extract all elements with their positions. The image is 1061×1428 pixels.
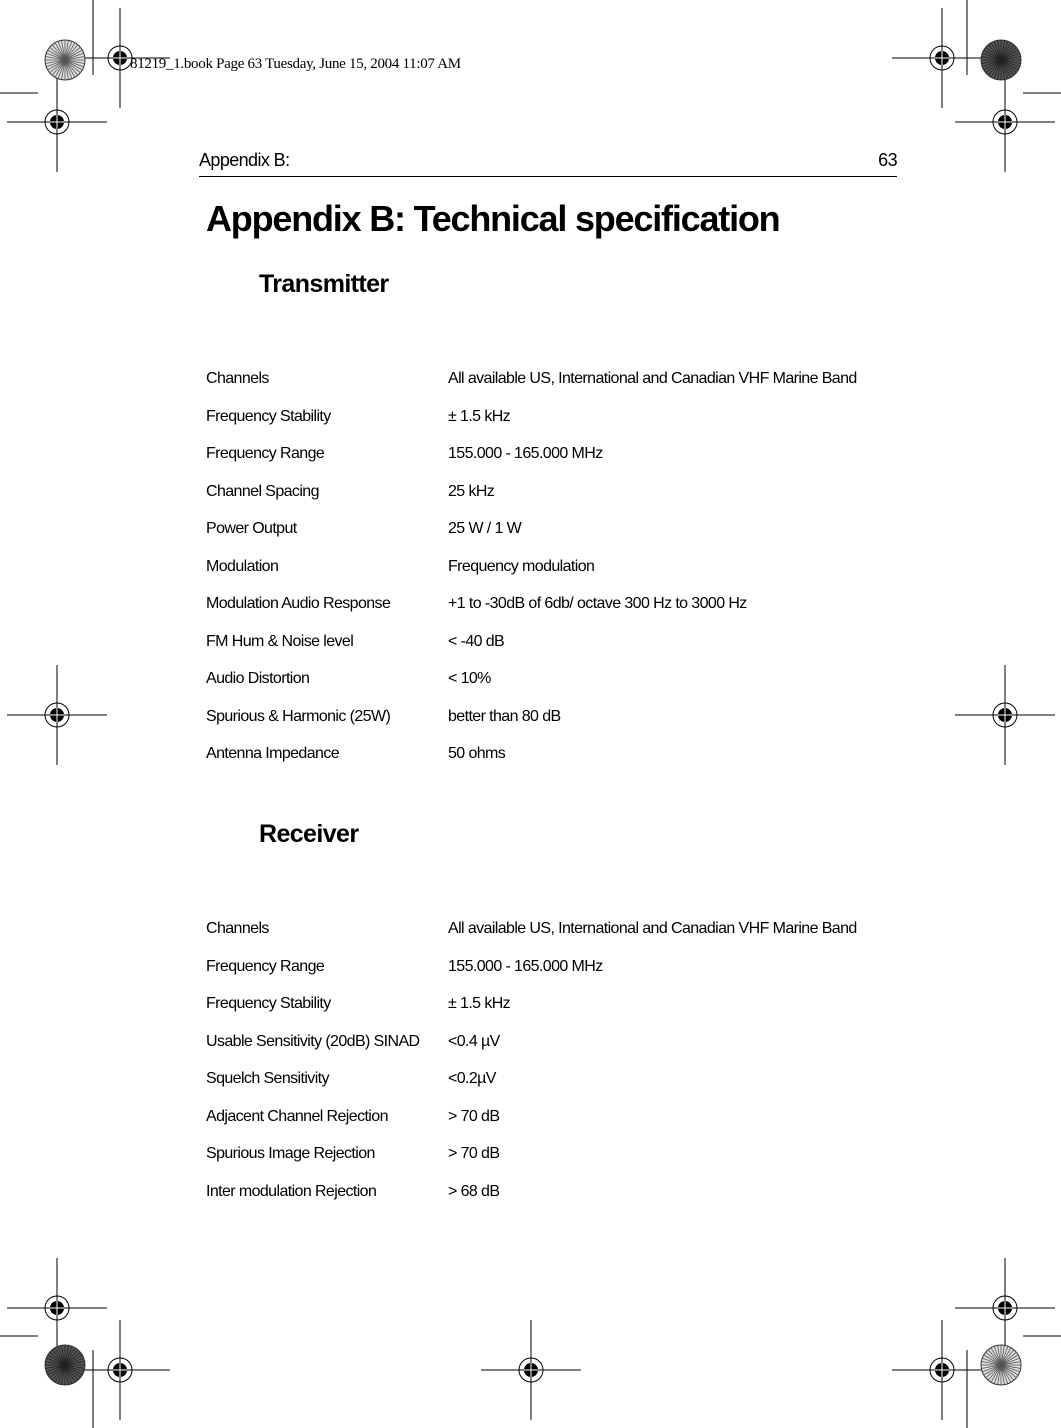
spec-label: Audio Distortion	[206, 670, 310, 687]
spec-row	[206, 919, 906, 957]
spec-row	[206, 1069, 906, 1107]
receiver-spec-table	[206, 919, 906, 1219]
spec-value: <0.2µV	[448, 1070, 496, 1087]
spec-label: Frequency Range	[206, 957, 325, 975]
spec-label: Squelch Sensitivity	[206, 1070, 329, 1087]
spec-row	[206, 594, 906, 632]
spec-row	[206, 707, 906, 745]
spec-label: Spurious Image Rejection	[206, 1145, 375, 1162]
transmitter-spec-table	[206, 369, 906, 782]
spec-label: Inter modulation Rejection	[206, 1182, 377, 1200]
spec-value: 25 W / 1 W	[448, 520, 522, 537]
spec-label: Channels	[206, 920, 269, 937]
print-slug: 81219_1.book Page 63 Tuesday, June 15, 2004 11:07 AM	[130, 56, 461, 72]
spec-label: FM Hum & Noise level	[206, 632, 354, 650]
running-header	[199, 150, 897, 177]
spec-label: Modulation	[206, 557, 279, 575]
spec-row	[206, 957, 906, 995]
spec-row	[206, 1144, 906, 1182]
transmitter-heading: Transmitter	[259, 270, 389, 298]
page-title: Appendix B: Technical specification	[206, 198, 780, 239]
spec-row	[206, 1107, 906, 1145]
spec-value: < 10%	[448, 670, 491, 687]
spec-value: <0.4 µV	[448, 1032, 500, 1050]
spec-row	[206, 482, 906, 520]
spec-value: 155.000 - 165.000 MHz	[448, 957, 603, 975]
spec-value: 25 kHz	[448, 482, 495, 500]
spec-value: > 68 dB	[448, 1182, 500, 1200]
spec-value: ± 1.5 kHz	[448, 407, 511, 425]
spec-row	[206, 557, 906, 595]
spec-value: +1 to -30dB of 6db/ octave 300 Hz to 3000 Hz	[448, 595, 747, 612]
spec-row	[206, 1032, 906, 1070]
spec-value: 50 ohms	[448, 745, 506, 762]
spec-label: Spurious & Harmonic (25W)	[206, 707, 391, 725]
spec-label: Channel Spacing	[206, 482, 319, 500]
spec-value: All available US, International and Canadian VHF Marine Band	[448, 920, 857, 937]
spec-row	[206, 519, 906, 557]
spec-row	[206, 669, 906, 707]
spec-value: All available US, International and Canadian VHF Marine Band	[448, 370, 857, 387]
spec-row	[206, 1182, 906, 1220]
spec-label: Channels	[206, 370, 269, 387]
spec-row	[206, 444, 906, 482]
spec-label: Power Output	[206, 520, 297, 537]
spec-value: > 70 dB	[448, 1107, 500, 1125]
spec-row	[206, 994, 906, 1032]
spec-label: Frequency Range	[206, 445, 325, 462]
spec-label: Frequency Stability	[206, 407, 331, 425]
spec-value: ± 1.5 kHz	[448, 995, 511, 1012]
spec-row	[206, 744, 906, 782]
spec-label: Antenna Impedance	[206, 745, 340, 762]
spec-label: Usable Sensitivity (20dB) SINAD	[206, 1032, 420, 1050]
spec-label: Modulation Audio Response	[206, 595, 391, 612]
spec-value: better than 80 dB	[448, 707, 561, 725]
spec-value: > 70 dB	[448, 1145, 500, 1162]
spec-label: Frequency Stability	[206, 995, 331, 1012]
running-header-section: Appendix B:	[199, 150, 290, 170]
spec-row	[206, 632, 906, 670]
spec-value: < -40 dB	[448, 632, 505, 650]
spec-value: Frequency modulation	[448, 557, 595, 575]
page-number: 63	[878, 150, 897, 170]
spec-value: 155.000 - 165.000 MHz	[448, 445, 603, 462]
spec-row	[206, 407, 906, 445]
receiver-heading: Receiver	[259, 820, 359, 848]
spec-row	[206, 369, 906, 407]
spec-label: Adjacent Channel Rejection	[206, 1107, 388, 1125]
